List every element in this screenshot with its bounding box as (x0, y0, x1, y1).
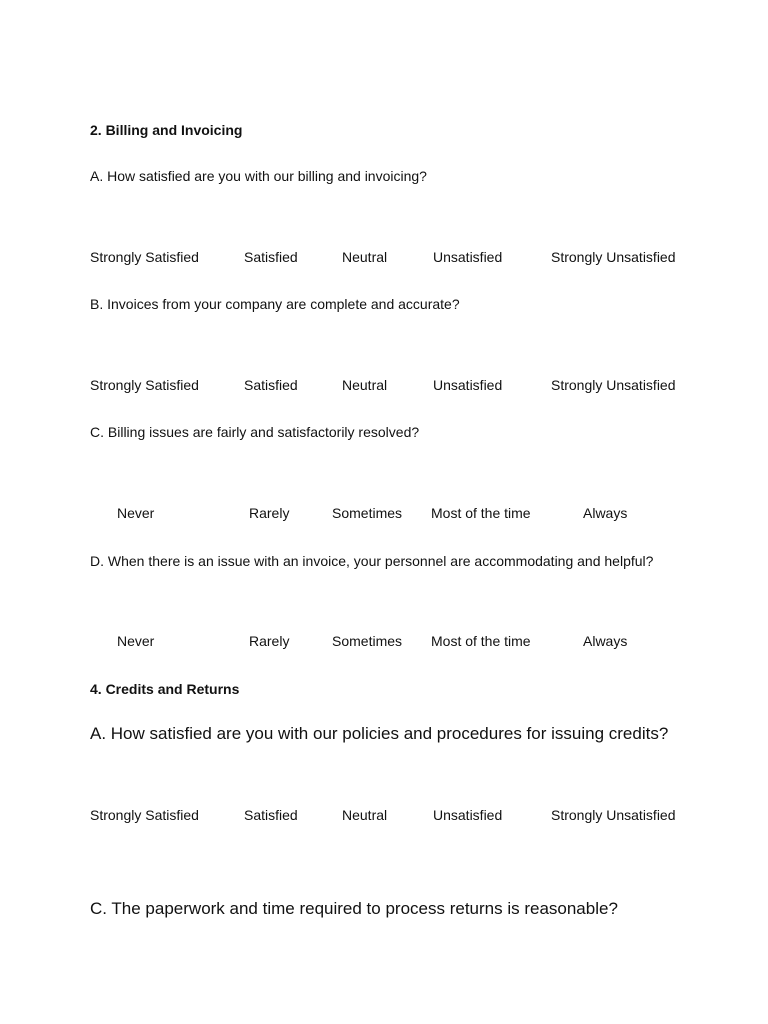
option-neutral: Neutral (342, 249, 388, 265)
option-strongly-satisfied: Strongly Satisfied (90, 807, 199, 823)
question-billing-b: B. Invoices from your company are complete and accurate? (90, 296, 460, 312)
section-heading-credits: 4. Credits and Returns (90, 681, 240, 697)
option-never: Never (117, 505, 155, 521)
option-satisfied: Satisfied (244, 377, 298, 393)
option-strongly-unsatisfied: Strongly Unsatisfied (551, 807, 676, 823)
option-most-of-the-time: Most of the time (431, 633, 531, 649)
option-satisfied: Satisfied (244, 249, 298, 265)
option-always: Always (583, 633, 628, 649)
question-billing-d: D. When there is an issue with an invoice, your personnel are accommodating and helpful? (90, 553, 654, 569)
question-billing-a: A. How satisfied are you with our billing and invoicing? (90, 168, 427, 184)
question-billing-c: C. Billing issues are fairly and satisfactorily resolved? (90, 424, 420, 440)
question-credits-a: A. How satisfied are you with our policies and procedures for issuing credits? (90, 724, 669, 743)
option-strongly-unsatisfied: Strongly Unsatisfied (551, 249, 676, 265)
option-unsatisfied: Unsatisfied (433, 377, 503, 393)
option-satisfied: Satisfied (244, 807, 298, 823)
section-heading-billing: 2. Billing and Invoicing (90, 122, 243, 138)
option-rarely: Rarely (249, 633, 290, 649)
option-never: Never (117, 633, 155, 649)
option-sometimes: Sometimes (332, 633, 403, 649)
option-strongly-satisfied: Strongly Satisfied (90, 377, 199, 393)
option-most-of-the-time: Most of the time (431, 505, 531, 521)
option-sometimes: Sometimes (332, 505, 403, 521)
option-neutral: Neutral (342, 377, 388, 393)
option-unsatisfied: Unsatisfied (433, 249, 503, 265)
option-strongly-unsatisfied: Strongly Unsatisfied (551, 377, 676, 393)
option-strongly-satisfied: Strongly Satisfied (90, 249, 199, 265)
option-neutral: Neutral (342, 807, 388, 823)
option-unsatisfied: Unsatisfied (433, 807, 503, 823)
option-rarely: Rarely (249, 505, 290, 521)
question-returns-c: C. The paperwork and time required to process returns is reasonable? (90, 899, 618, 918)
option-always: Always (583, 505, 628, 521)
